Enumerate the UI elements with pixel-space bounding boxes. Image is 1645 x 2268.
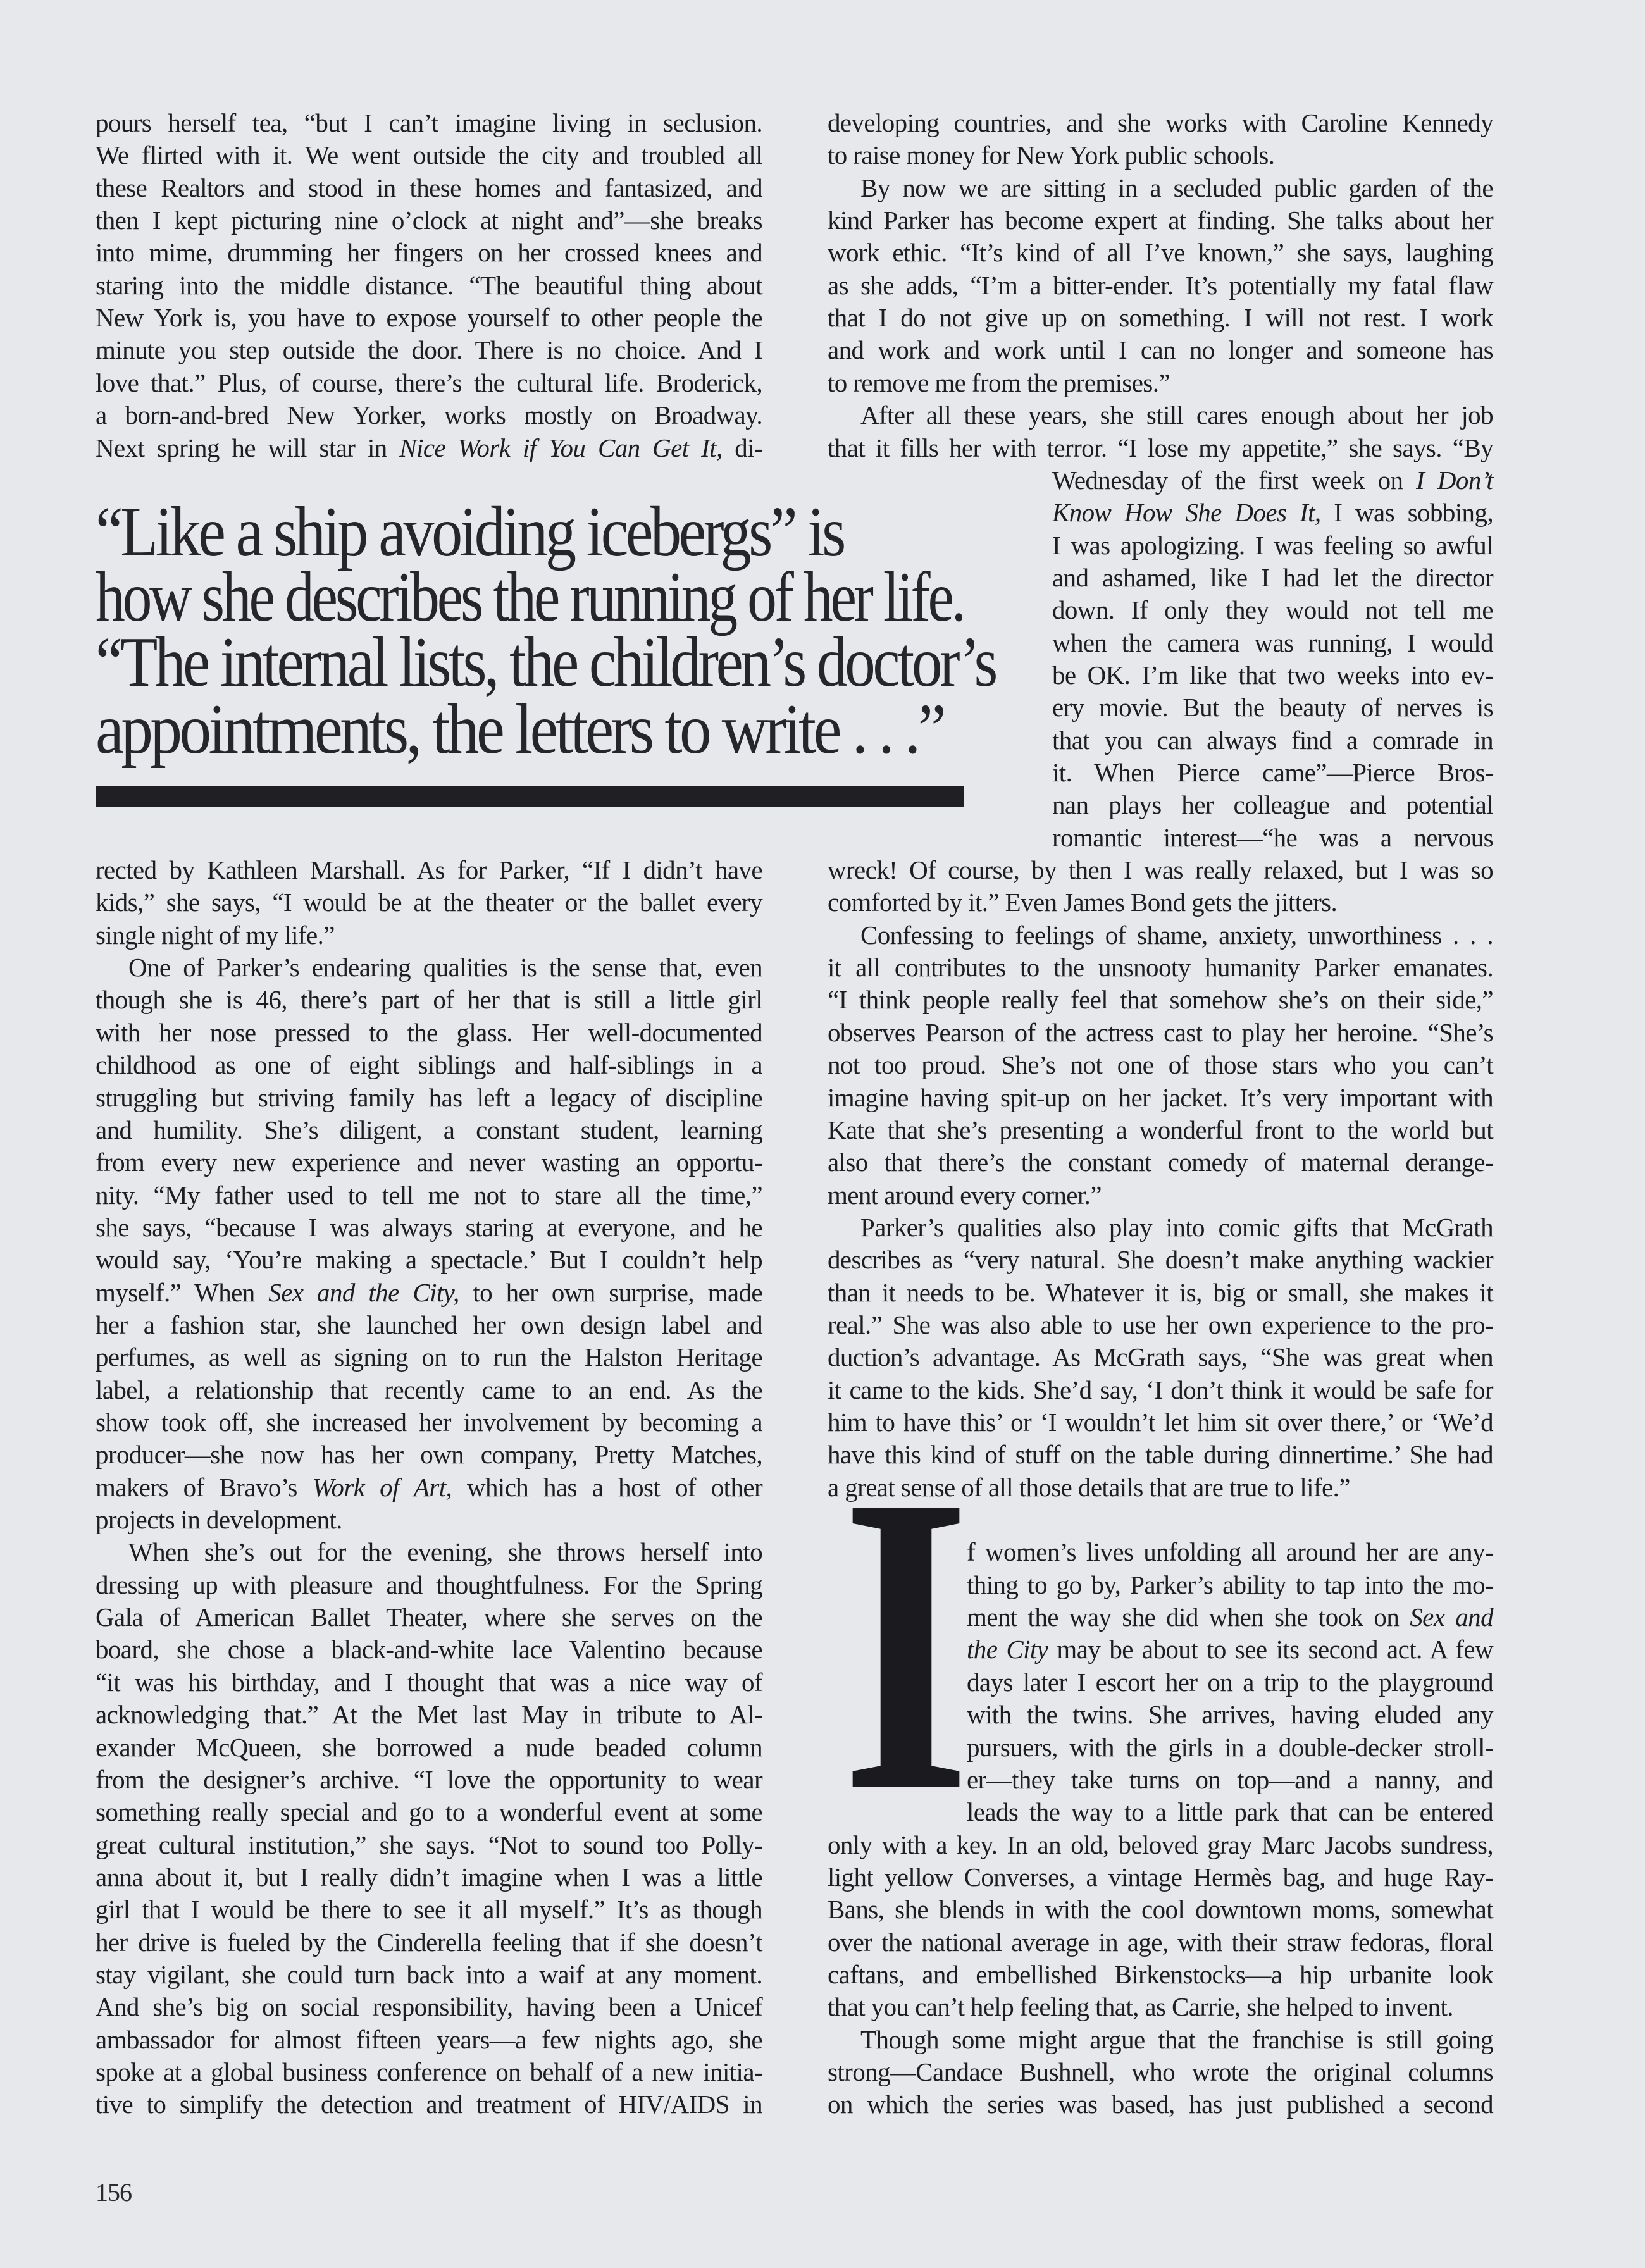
text-line [828, 1081, 1493, 1114]
text-line-content: her drive is fueled by the Cinderella feeling that if she doesn’t [96, 1927, 762, 1957]
text-line [828, 269, 1493, 302]
text-line [96, 1926, 762, 1959]
text-line-content: f women’s lives unfolding all around her are any- [967, 1537, 1493, 1567]
text-line-content: By now we are sitting in a secluded public garden of the [860, 173, 1493, 202]
pull-quote-line [96, 690, 1034, 769]
text-line-content: strong—Candace Bushnell, who wrote the original columns [828, 2057, 1493, 2086]
text-line-content: myself.” When Sex and the City, to her own surprise, made [96, 1277, 762, 1307]
text-line-content: Confessing to feelings of shame, anxiety, unworthiness . . . [860, 920, 1493, 950]
pull-quote-rule [96, 786, 964, 807]
text-line [1052, 496, 1493, 529]
text-line-content: Bans, she blends in with the cool downtown moms, somewhat [828, 1895, 1493, 1924]
text-line-content: perfumes, as well as signing on to run the Halston Heritage [96, 1342, 762, 1372]
text-line [96, 1471, 762, 1504]
text-line [828, 1113, 1493, 1146]
text-line [96, 1828, 762, 1861]
text-line-content: the City may be about to see its second act. A few [967, 1635, 1493, 1664]
text-line [828, 951, 1493, 984]
text-line-content: Wednesday of the first week on I Don’t [1052, 465, 1494, 495]
text-line [96, 1893, 762, 1926]
text-line [967, 1535, 1493, 1568]
text-line [860, 1211, 1493, 1244]
text-line-content: something really special and go to a wonderful event at some [96, 1797, 762, 1827]
text-line-content: down. If only they would not tell me [1052, 595, 1493, 625]
text-line [96, 1048, 762, 1081]
text-line [828, 1276, 1493, 1309]
text-line [96, 1438, 762, 1471]
text-line-content: When she’s out for the evening, she throws herself into [128, 1537, 762, 1567]
pull-quote-text: “The internal lists, the children’s doctor’s [96, 623, 995, 702]
text-line [828, 1406, 1493, 1439]
text-line-content: imagine having spit-up on her jacket. It’s very important with [828, 1082, 1493, 1112]
text-line-content: ambassador for almost fifteen years—a few nights ago, she [96, 2024, 762, 2054]
text-line-content: with the twins. She arrives, having eluded any [967, 1700, 1493, 1730]
text-line [96, 204, 762, 237]
text-line-content: Kate that she’s presenting a wonderful front to the world but [828, 1115, 1493, 1144]
text-line [828, 204, 1493, 237]
text-line [828, 431, 1493, 464]
text-line [1052, 659, 1493, 691]
text-line-content: into mime, drumming her fingers on her crossed knees and [96, 238, 762, 268]
text-line [96, 399, 762, 431]
text-line [96, 1568, 762, 1601]
text-line-content: childhood as one of eight siblings and half-siblings in a [96, 1050, 762, 1080]
text-line [1052, 561, 1493, 594]
text-line [96, 171, 762, 204]
pull-quote-text: how she describes the running of her life. [96, 558, 964, 636]
text-line-content: Though some might argue that the franchise is still going [860, 2024, 1493, 2054]
text-line-content: pursuers, with the girls in a double-decker stroll- [967, 1732, 1493, 1762]
text-line-content: as she adds, “I’m a bitter-ender. It’s potentially my fatal flaw [828, 270, 1493, 300]
text-line [828, 1341, 1493, 1373]
text-line [96, 333, 762, 366]
page-number: 156 [96, 2178, 132, 2207]
text-line [828, 1146, 1493, 1179]
text-line [96, 106, 762, 139]
text-line [828, 236, 1493, 269]
text-line-content: be OK. I’m like that two weeks into ev- [1052, 660, 1493, 690]
text-line [96, 886, 762, 919]
text-line-content: and humility. She’s diligent, a constant student, learning [96, 1115, 762, 1144]
text-line-content: thing to go by, Parker’s ability to tap into the mo- [967, 1570, 1493, 1599]
text-line [96, 1243, 762, 1276]
text-line-content: on which the series was based, has just published a second [828, 2090, 1493, 2119]
text-line-content: tive to simplify the detection and treatment of HIV/AIDS in [96, 2090, 762, 2119]
text-line-content: New York is, you have to expose yourself to other people the [96, 303, 762, 333]
text-line-content: label, a relationship that recently came to an end. As the [96, 1375, 762, 1404]
text-line-content: duction’s advantage. As McGrath says, “She was great when [828, 1342, 1493, 1372]
pull-quote-text: “Like a ship avoiding icebergs” is [96, 493, 843, 571]
text-line [828, 1438, 1493, 1471]
text-line [1052, 756, 1493, 789]
pull-quote-text: appointments, the letters to write . . .” [96, 690, 943, 769]
text-line-content: and ashamed, like I had let the director [1052, 562, 1493, 592]
text-line [967, 1568, 1493, 1601]
text-line-content: wreck! Of course, by then I was really relaxed, but I was so [828, 855, 1493, 885]
text-line [96, 1763, 762, 1796]
text-line [828, 1179, 1493, 1211]
text-line-content: spoke at a global business conference on behalf of a new initia- [96, 2057, 762, 2086]
text-line [828, 1016, 1493, 1049]
text-line [828, 1893, 1493, 1926]
text-line-content: romantic interest—“he was a nervous [1052, 822, 1493, 852]
text-line-content: staring into the middle distance. “The beautiful thing about [96, 270, 762, 300]
text-line [828, 106, 1493, 139]
text-line [96, 2023, 762, 2056]
text-line [828, 333, 1493, 366]
text-line [828, 853, 1493, 886]
text-line [96, 236, 762, 269]
text-line-content: that I do not give up on something. I will not rest. I work [828, 303, 1493, 333]
text-line-content: real.” She was also able to use her own experience to the pro- [828, 1310, 1493, 1339]
text-line-content: nity. “My father used to tell me not to stare all the time,” [96, 1180, 762, 1210]
text-line [828, 1243, 1493, 1276]
text-line-content: show took off, she increased her involvement by becoming a [96, 1408, 762, 1437]
text-line [96, 1406, 762, 1439]
text-line [96, 1666, 762, 1699]
text-line-content: though she is 46, there’s part of her that is still a little girl [96, 985, 762, 1015]
text-line-content: to remove me from the premises.” [828, 368, 1170, 397]
text-line-content: ery movie. But the beauty of nerves is [1052, 693, 1493, 722]
text-line [96, 1179, 762, 1211]
text-line [96, 983, 762, 1016]
text-line-content: We flirted with it. We went outside the city and troubled all [96, 140, 762, 170]
text-line [828, 1861, 1493, 1893]
text-line [96, 1276, 762, 1309]
text-line-content: that you can’t help feeling that, as Carrie, she helped to invent. [828, 1992, 1453, 2022]
text-line [828, 2088, 1493, 2121]
text-line-content: single night of my life.” [96, 920, 335, 950]
text-line-content: a great sense of all those details that are true to life.” [828, 1472, 1350, 1502]
text-line [828, 1373, 1493, 1406]
drop-cap: I [841, 1408, 971, 1879]
text-line-content: from the designer’s archive. “I love the opportunity to wear [96, 1764, 762, 1794]
text-line [967, 1698, 1493, 1731]
text-line [96, 1731, 762, 1764]
text-line-content: Gala of American Ballet Theater, where she serves on the [96, 1602, 762, 1632]
text-line-content: kids,” she says, “I would be at the theater or the ballet every [96, 888, 762, 917]
text-line [96, 1633, 762, 1666]
text-line-content: him to have this’ or ‘I wouldn’t let him sit over there,’ or ‘We’d [828, 1408, 1493, 1437]
text-line [96, 269, 762, 302]
text-line [96, 301, 762, 334]
text-line [1052, 529, 1493, 562]
text-line [828, 301, 1493, 334]
text-line [128, 951, 762, 984]
text-line-content: ment the way she did when she took on Sex and [967, 1602, 1493, 1632]
text-line-content: producer—she now has her own company, Pretty Matches, [96, 1440, 762, 1470]
text-line [828, 1308, 1493, 1341]
text-line-content: it came to the kids. She’d say, ‘I don’t think it would be safe for [828, 1375, 1493, 1404]
text-line-content: light yellow Converses, a vintage Hermès bag, and huge Ray- [828, 1862, 1493, 1892]
text-line [96, 1308, 762, 1341]
text-line [96, 431, 762, 464]
text-line-content: her a fashion star, she launched her own design label and [96, 1310, 762, 1339]
text-line [828, 1471, 1493, 1504]
text-line-content: great cultural institution,” she says. “Not to sound too Polly- [96, 1830, 762, 1859]
text-line [967, 1795, 1493, 1828]
text-line [96, 1081, 762, 1114]
text-line-content: Next spring he will star in Nice Work if You Can Get It, di- [96, 433, 762, 462]
text-line-content: it all contributes to the unsnooty humanity Parker emanates. [828, 953, 1493, 982]
text-line-content: I was apologizing. I was feeling so awful [1052, 530, 1493, 560]
text-line [96, 366, 762, 399]
text-line [96, 1698, 762, 1731]
text-line-content: leads the way to a little park that can be entered [967, 1797, 1493, 1827]
text-line-content: Know How She Does It, I was sobbing, [1052, 498, 1493, 528]
text-line [1052, 691, 1493, 724]
text-line [828, 1958, 1493, 1991]
text-line [828, 139, 1493, 171]
text-line-content: And she’s big on social responsibility, having been a Unicef [96, 1992, 762, 2022]
text-line [96, 1373, 762, 1406]
pull-quote-line [96, 558, 1136, 636]
text-line [1052, 626, 1493, 659]
text-line-content: days later I escort her on a trip to the playground [967, 1667, 1493, 1697]
text-line [828, 1926, 1493, 1959]
text-line [96, 2088, 762, 2121]
text-line [828, 886, 1493, 919]
text-line [967, 1601, 1493, 1633]
text-line-content: with her nose pressed to the glass. Her well-documented [96, 1017, 762, 1047]
text-line [967, 1763, 1493, 1796]
text-line [96, 139, 762, 171]
text-line-content: girl that I would be there to see it all myself.” It’s as though [96, 1895, 762, 1924]
text-line [96, 2055, 762, 2088]
text-line-content: nan plays her colleague and potential [1052, 790, 1493, 820]
text-line [96, 853, 762, 886]
text-line-content: she says, “because I was always staring at everyone, and he [96, 1212, 762, 1242]
text-line [1052, 724, 1493, 757]
text-line-content: a born-and-bred New Yorker, works mostly on Broadway. [96, 400, 762, 430]
text-line-content: Parker’s qualities also play into comic gifts that McGrath [860, 1212, 1493, 1242]
text-line-content: comforted by it.” Even James Bond gets the jitters. [828, 888, 1338, 917]
text-line-content: that it fills her with terror. “I lose my appetite,” she says. “By [828, 433, 1493, 462]
text-line-content: it. When Pierce came”—Pierce Bros- [1052, 758, 1493, 787]
text-line-content: er—they take turns on top—and a nanny, and [967, 1764, 1493, 1794]
pull-quote-line [96, 493, 949, 571]
text-line-content: One of Parker’s endearing qualities is the sense that, even [128, 953, 762, 982]
text-line [828, 983, 1493, 1016]
text-line [96, 919, 762, 951]
text-line-content: stay vigilant, she could turn back into a waif at any moment. [96, 1959, 762, 1989]
text-line-content: have this kind of stuff on the table during dinnertime.’ She had [828, 1440, 1493, 1470]
text-line [1052, 788, 1493, 821]
text-line-content: and work and work until I can no longer and someone has [828, 335, 1493, 365]
text-line-content: than it needs to be. Whatever it is, big or small, she makes it [828, 1277, 1493, 1307]
text-line-content: exander McQueen, she borrowed a nude beaded column [96, 1732, 762, 1762]
text-line [96, 1211, 762, 1244]
text-line-content: pours herself tea, “but I can’t imagine living in seclusion. [96, 108, 762, 137]
text-line [96, 1990, 762, 2023]
text-line-content: makers of Bravo’s Work of Art, which has a host of other [96, 1472, 762, 1502]
text-line-content: would say, ‘You’re making a spectacle.’ But I couldn’t help [96, 1245, 762, 1275]
text-line [96, 1146, 762, 1179]
text-line [96, 1016, 762, 1049]
text-line [860, 2023, 1493, 2056]
text-line-content: only with a key. In an old, beloved gray Marc Jacobs sundress, [828, 1830, 1493, 1859]
text-line [1052, 821, 1493, 854]
text-line [96, 1795, 762, 1828]
text-line [128, 1535, 762, 1568]
text-line-content: love that.” Plus, of course, there’s the cultural life. Broderick, [96, 368, 762, 397]
text-line-content: when the camera was running, I would [1052, 628, 1493, 657]
text-line-content: rected by Kathleen Marshall. As for Parker, “If I didn’t have [96, 855, 762, 885]
text-line-content: projects in development. [96, 1505, 342, 1535]
text-line-content: acknowledging that.” At the Met last May in tribute to Al- [96, 1700, 762, 1730]
text-line-content: describes as “very natural. She doesn’t make anything wackier [828, 1245, 1493, 1275]
text-line-content: After all these years, she still cares enough about her job [860, 400, 1493, 430]
text-line [860, 171, 1493, 204]
text-line [860, 919, 1493, 951]
text-line [860, 399, 1493, 431]
text-line-content: to raise money for New York public schools. [828, 140, 1275, 170]
text-line [967, 1731, 1493, 1764]
text-line [96, 1861, 762, 1893]
text-line [1052, 464, 1493, 497]
text-line [96, 1341, 762, 1373]
text-line [828, 1990, 1493, 2023]
text-line-content: developing countries, and she works with Caroline Kennedy [828, 108, 1493, 137]
text-line-content: kind Parker has become expert at finding. She talks about her [828, 206, 1493, 235]
text-line-content: “it was his birthday, and I thought that was a nice way of [96, 1667, 762, 1697]
text-line [1052, 593, 1493, 626]
text-line [96, 1958, 762, 1991]
text-line [828, 2055, 1493, 2088]
text-line [96, 1601, 762, 1633]
text-line [828, 1828, 1493, 1861]
text-line-content: minute you step outside the door. There is no choice. And I [96, 335, 762, 365]
text-line-content: struggling but striving family has left a legacy of discipline [96, 1082, 762, 1112]
text-line [967, 1633, 1493, 1666]
text-line [828, 1048, 1493, 1081]
text-line [967, 1666, 1493, 1699]
text-line-content: caftans, and embellished Birkenstocks—a hip urbanite look [828, 1959, 1493, 1989]
text-line-content: observes Pearson of the actress cast to play her heroine. “She’s [828, 1017, 1493, 1047]
text-line [828, 366, 1493, 399]
text-line-content: these Realtors and stood in these homes and fantasized, and [96, 173, 762, 202]
text-line-content: board, she chose a black-and-white lace Valentino because [96, 1635, 762, 1664]
text-line [96, 1503, 762, 1536]
text-line-content: anna about it, but I really didn’t imagine when I was a little [96, 1862, 762, 1892]
pull-quote-line [96, 623, 1132, 702]
text-line-content: then I kept picturing nine o’clock at night and”—she breaks [96, 206, 762, 235]
text-line-content: dressing up with pleasure and thoughtfulness. For the Spring [96, 1570, 762, 1599]
text-line [96, 1113, 762, 1146]
text-line-content: work ethic. “It’s kind of all I’ve known,” she says, laughing [828, 238, 1493, 268]
text-line-content: not too proud. She’s not one of those stars who you can’t [828, 1050, 1493, 1080]
text-line-content: that you can always find a comrade in [1052, 725, 1493, 755]
text-line-content: “I think people really feel that somehow she’s on their side,” [828, 985, 1493, 1015]
text-line-content: over the national average in age, with their straw fedoras, floral [828, 1927, 1493, 1957]
text-line-content: ment around every corner.” [828, 1180, 1102, 1210]
text-line-content: also that there’s the constant comedy of maternal derange- [828, 1148, 1493, 1177]
text-line-content: from every new experience and never wasting an opportu- [96, 1148, 762, 1177]
